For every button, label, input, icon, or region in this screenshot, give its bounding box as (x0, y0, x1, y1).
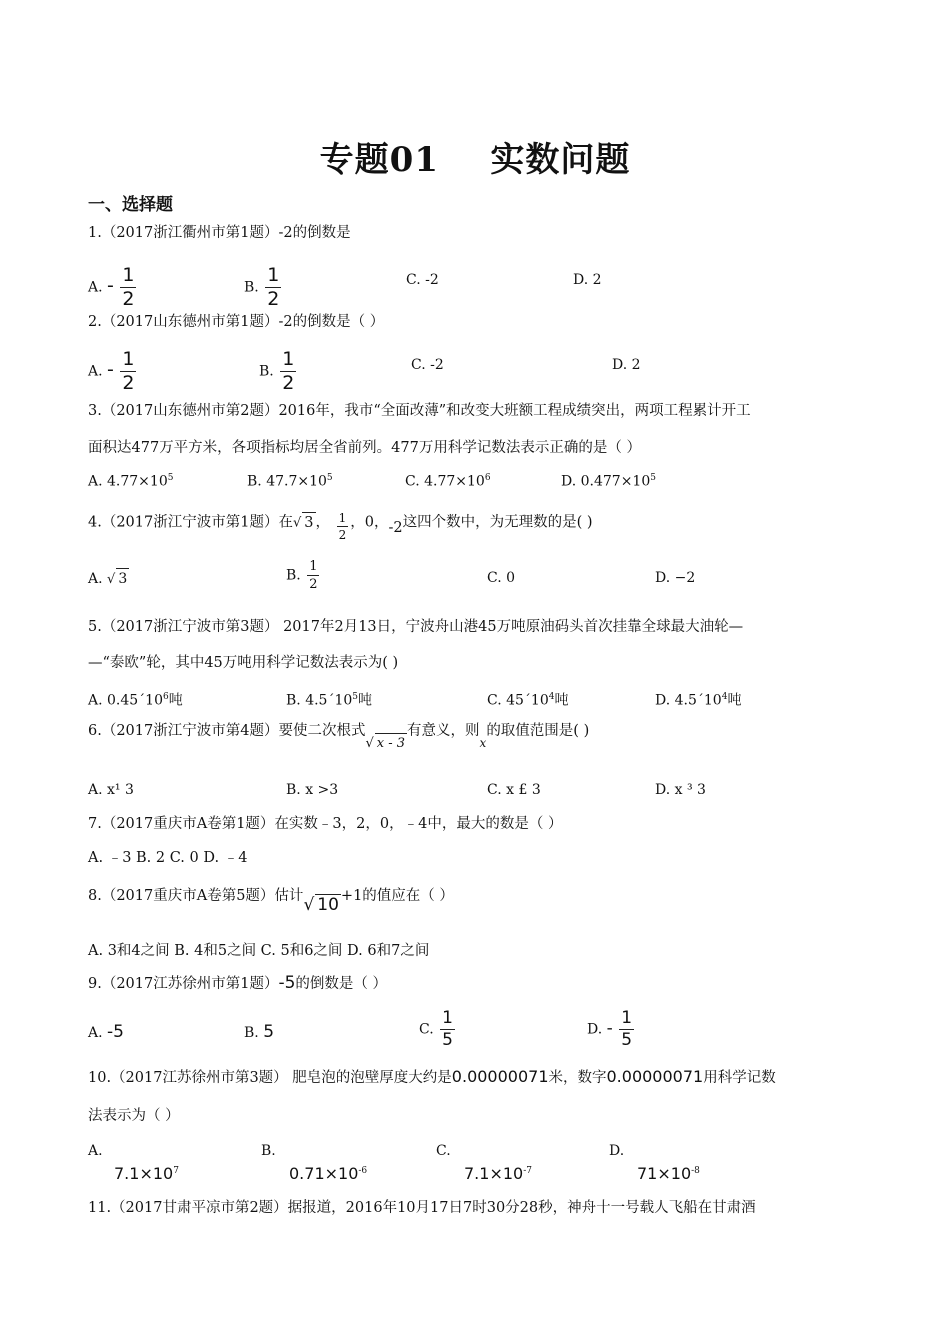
q2-option-c: C. -2 (411, 357, 444, 373)
question-7-stem: 7.（2017重庆市A卷第1题）在实数﹣3，2，0，﹣4中，最大的数是（ ） (88, 816, 563, 832)
question-4-stem: 4.（2017浙江宁波市第1题）在√ 3 ， $\frac{1}{2}$ ，0，-2这四个数中，为无理数的是( ) (88, 511, 593, 542)
q9-option-d: D. - $\frac{1}{5}$ (587, 1008, 633, 1050)
q1-option-a: A. - $\frac{1}{2}$ (88, 264, 135, 310)
question-3-line-1: 3.（2017山东德州市第2题）2016年，我市“全面改薄”和改变大班额工程成绩突出，两项工程累计开工 (88, 403, 751, 419)
q2-option-a: A. - $\frac{1}{2}$ (88, 348, 135, 394)
fraction: $\frac{1}{2}$ (338, 511, 347, 542)
question-1-stem: 1.（2017浙江衢州市第1题）-2的倒数是 (88, 225, 351, 241)
q6-option-b: B. x >3 (286, 782, 339, 798)
fraction: $\frac{1}{2}$ (282, 348, 295, 394)
q3-option-b: B. $47.7\times 10^5$ (247, 473, 333, 490)
q4-option-a: A. √ 3 (88, 568, 129, 590)
q4-option-c: C. 0 (487, 570, 516, 586)
question-5-line-2: —“泰欧”轮，其中45万吨用科学记数法表示为( ) (88, 655, 399, 671)
q9-option-c: C. $\frac{1}{5}$ (419, 1008, 453, 1050)
q2-option-b: B. $\frac{1}{2}$ (259, 348, 295, 394)
page-title: 专题01 实数问题 (319, 140, 631, 180)
question-8-options: A. 3和4之间 B. 4和5之间 C. 5和6之间 D. 6和7之间 (88, 943, 430, 959)
q5-option-b: B. $4.5´10^5$吨 (286, 692, 373, 709)
fraction: $\frac{1}{2}$ (122, 348, 135, 394)
q3-option-c: C. $4.77\times 10^6$ (405, 473, 491, 490)
fraction: $\frac{1}{5}$ (621, 1008, 633, 1050)
q10-option-c: C. $7.1\times 10^{-7}$ (436, 1143, 532, 1183)
q5-option-d: D. $4.5´10^4$吨 (655, 692, 742, 709)
question-8-stem: 8.（2017重庆市A卷第5题）估计√ 10 +1的值应在（ ） (88, 888, 454, 915)
q9-option-a: A. -5 (88, 1022, 124, 1042)
q3-option-d: D. $0.477\times 10^5$ (561, 473, 656, 490)
question-10-line-1: 10.（2017江苏徐州市第3题） 肥皂泡的泡壁厚度大约是0.00000071米，数字0.00000071用科学记数 (88, 1067, 776, 1086)
q6-option-a: A. x¹ 3 (88, 782, 134, 798)
question-2-stem: 2.（2017山东德州市第1题）-2的倒数是（ ） (88, 314, 385, 330)
question-7-options: A. ﹣3 B. 2 C. 0 D. ﹣4 (88, 850, 248, 866)
q1-option-c: C. -2 (406, 272, 439, 288)
q10-option-d: D. $71\times 10^{-8}$ (609, 1143, 700, 1183)
fraction: $\frac{1}{2}$ (122, 264, 135, 310)
question-5-line-1: 5.（2017浙江宁波市第3题） 2017年2月13日，宁波舟山港45万吨原油码头首次挂靠全球最大油轮— (88, 619, 744, 635)
q9-option-b: B. 5 (244, 1022, 275, 1042)
fraction: $\frac{1}{2}$ (267, 264, 280, 310)
q1-option-d: D. 2 (573, 272, 602, 288)
q1-option-b: B. $\frac{1}{2}$ (244, 264, 280, 310)
q10-option-a: A. $7.1\times 10^7$ (88, 1143, 179, 1183)
q10-option-b: B. $0.71\times 10^{-6}$ (261, 1143, 368, 1183)
q6-option-d: D. x ³ 3 (655, 782, 706, 798)
section-heading: 一、选择题 (88, 195, 173, 215)
question-6-stem: 6.（2017浙江宁波市第4题）要使二次根式√ x - 3有意义，则$_x$的取值范围是( ) (88, 721, 589, 742)
question-3-line-2: 面积达477万平方米，各项指标均居全省前列。477万用科学记数法表示正确的是（ ） (88, 440, 641, 456)
q5-option-a: A. $0.45´10^6$吨 (88, 692, 183, 709)
q6-option-c: C. x £ 3 (487, 782, 541, 798)
q4-option-b: B. $\frac{1}{2}$ (286, 559, 318, 592)
question-9-stem: 9.（2017江苏徐州市第1题）-5的倒数是（ ） (88, 973, 388, 993)
q2-option-d: D. 2 (612, 357, 641, 373)
question-11-line-1: 11.（2017甘肃平凉市第2题）据报道，2016年10月17日7时30分28秒，神舟十一号载人飞船在甘肃酒 (88, 1200, 756, 1216)
question-10-line-2: 法表示为（ ） (88, 1108, 180, 1124)
q3-option-a: A. $4.77\times 10^5$ (88, 473, 174, 490)
fraction: $\frac{1}{2}$ (309, 559, 318, 592)
q4-option-d: D. −2 (655, 570, 696, 586)
fraction: $\frac{1}{5}$ (442, 1008, 453, 1050)
q5-option-c: C. $45´10^4$吨 (487, 692, 569, 709)
